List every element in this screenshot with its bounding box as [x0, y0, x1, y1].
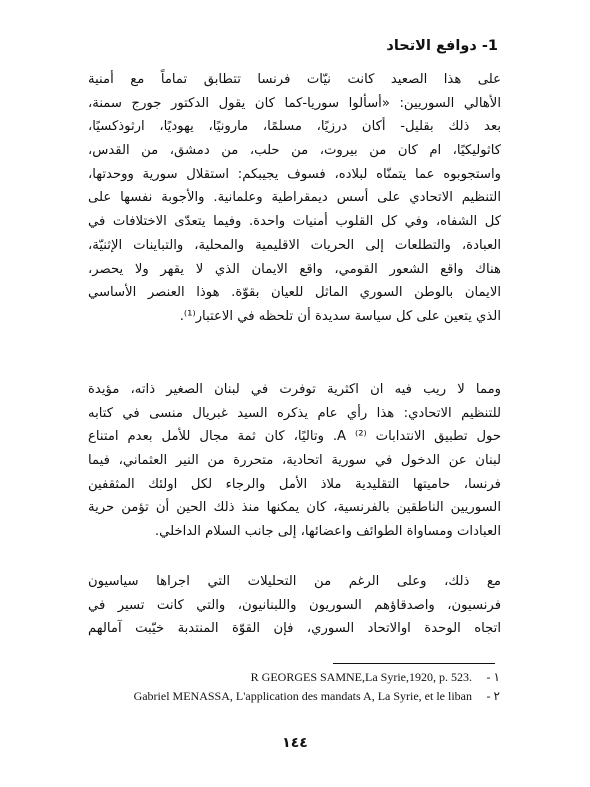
text-line: العبادة، والتطلعات إلى الحريات الاقليمية والمحلية، والتباينات الإثنيّة،	[88, 237, 501, 253]
footnote-text: Gabriel MENASSA, L'application des mandats A, La Syrie, et le liban	[133, 689, 472, 703]
text-line: بعد ذلك بقليل- أكان درزيًا، مسلمًا، مارونيًا، يهوديًا، ارثوذكسيًا،	[88, 119, 501, 135]
text-line: مع ذلك، وعلى الرغم من التحليلات التي اجراها سياسيون	[88, 574, 501, 589]
footnote-2	[86, 687, 500, 706]
text-line: هناك واقع الشعور القومي، واقع الايمان الذي لا يقهر ولا يحصر،	[88, 261, 501, 277]
text-line: للتنظيم الاتحادي: هذا رأي عام يذكره السيد غبريال منسى في كتابه	[88, 405, 501, 421]
text-line: حول تطبيق الانتدابات A ⁽²⁾. وتاليًا، كان ثمة مجال للأمل بعدم امتناع	[88, 429, 501, 445]
paragraph-2	[88, 378, 501, 544]
footnote-text: R GEORGES SAMNE,La Syrie,1920, p. 523.	[250, 670, 472, 684]
text-line: كاثوليكيًا، ام كان من بيروت، من حلب، من دمشق، من القدس،	[88, 143, 501, 159]
text-line: فرنسيون، واصدقاؤهم السوريون واللبنانيون، والتي كانت تسير في	[88, 597, 501, 613]
text-line: لبنان عن الدخول في سورية اتحادية، متحررة من النير العثماني، فيما	[88, 453, 501, 469]
section-heading: 1- دوافع الاتحاد	[386, 38, 498, 54]
footnote-1	[86, 668, 500, 687]
text-line: الايمان بالوطن السوري الماثل للعيان بقوّة. هوذا العنصر الأساسي	[88, 285, 501, 301]
paragraph-1	[88, 68, 501, 329]
footnotes	[86, 668, 500, 706]
footnote-divider	[333, 663, 495, 664]
text-line: الأهالي السوريين: «أسألوا سوريا-كما كان يقول الدكتور جورج سمنة،	[88, 95, 501, 111]
text-line: الذي يتعين على كل سياسة سديدة أن تلحظه في الاعتبار⁽¹⁾.	[179, 308, 501, 324]
text-line: ومما لا ريب فيه ان اكثرية توفرت في لبنان الصغير ذاته، مؤيدة	[88, 382, 501, 397]
text-line: واستجوبوه عما يتمنّاه لبلاده، فسوف يجيبكم: استقلال سورية ووحدتها،	[88, 166, 501, 182]
text-line: اتجاه الوحدة اوالاتحاد السوري، فإن القوّة المنتدبة خيّبت آمالهم	[88, 621, 501, 637]
paragraph-3	[88, 570, 501, 641]
text-line: كل الشفاه، وفي كل القلوب أمنيات واحدة. وفيما يتعدّى الاختلافات في	[88, 214, 501, 230]
page-number: ١٤٤	[282, 735, 308, 751]
text-line: التنظيم الاتحادي على أسس ديمقراطية وعلمانية. والأجوبة نفسها على	[88, 190, 501, 206]
text-line: العبادات ومساواة الطوائف واعضائها، إلى جانب السلام الداخلي.	[154, 524, 501, 540]
text-line: السوريين الناطقين بالفرنسية، كان يمكنها منذ ذلك الحين أن تؤمن حرية	[88, 500, 501, 516]
footnote-marker: ١ -	[486, 670, 500, 684]
text-line: فرنسا، حاميتها التقليدية ملاذ الأمل والرجاء لكل اولئك المثقفين	[88, 476, 501, 492]
text-line: على هذا الصعيد كانت نيّات فرنسا تتطابق تماماً مع أمنية	[88, 72, 501, 87]
footnote-marker: ٢ -	[486, 689, 500, 703]
